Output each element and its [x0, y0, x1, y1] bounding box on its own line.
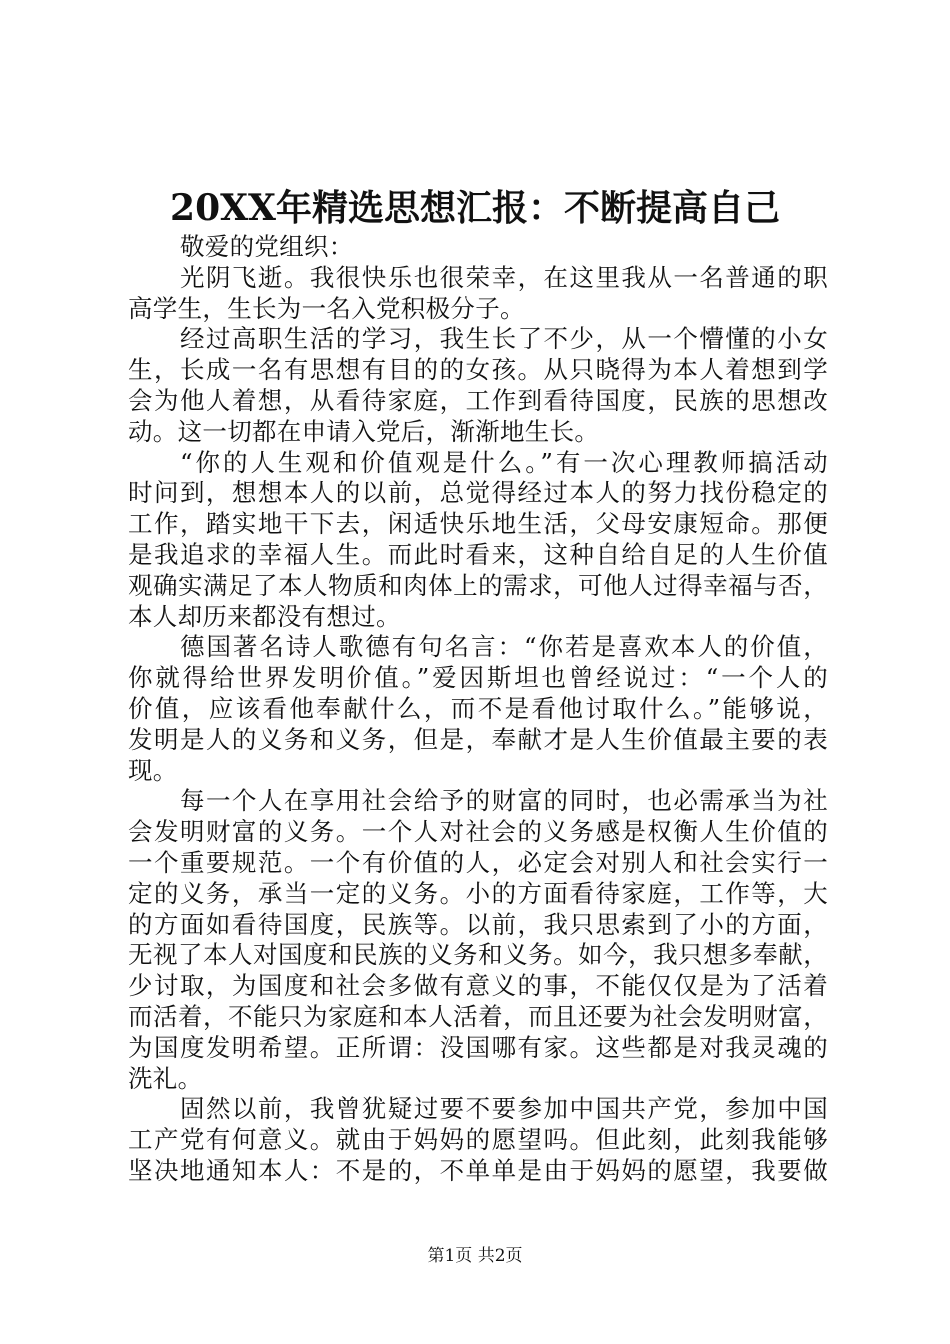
text-line: 无视了本人对国度和民族的义务和义务。如今，我只想多奉献，	[128, 940, 828, 970]
text-line: 价值，应该看他奉献什么，而不是看他讨取什么。”能够说，	[128, 693, 828, 723]
text-line: 敬爱的党组织：	[180, 232, 354, 261]
text-line: 会为他人着想，从看待家庭，工作到看待国度，民族的思想改	[128, 385, 828, 415]
text-line: 经过高职生活的学习，我生长了不少，从一个懵懂的小女	[180, 324, 828, 354]
text-line: 现。	[128, 755, 178, 785]
text-line: 生，长成一名有思想有目的的女孩。从只晓得为本人着想到学	[128, 355, 828, 385]
text-line: 会发明财富的义务。一个人对社会的义务感是权衡人生价值的	[128, 817, 828, 847]
text-line: 是我追求的幸福人生。而此时看来，这种自给自足的人生价值	[128, 539, 828, 569]
text-line: 的方面如看待国度，民族等。以前，我只思索到了小的方面，	[128, 909, 828, 939]
page-title: 20XX年精选思想汇报：不断提高自己	[170, 187, 780, 229]
text-line: 光阴飞逝。我很快乐也很荣幸，在这里我从一名普通的职	[180, 262, 828, 292]
text-line: 每一个人在享用社会给予的财富的同时，也必需承当为社	[180, 786, 828, 816]
text-line: 坚决地通知本人：不是的，不单单是由于妈妈的愿望，我要做	[128, 1155, 828, 1185]
document-body	[128, 232, 828, 1187]
text-line: 洗礼。	[128, 1063, 203, 1093]
text-line: 观确实满足了本人物质和肉体上的需求，可他人过得幸福与否，	[128, 570, 828, 600]
text-line: 少讨取，为国度和社会多做有意义的事，不能仅仅是为了活着	[128, 971, 828, 1001]
text-line: 本人却历来都没有想过。	[128, 601, 401, 631]
text-line: 工产党有何意义。就由于妈妈的愿望吗。但此刻，此刻我能够	[128, 1125, 828, 1155]
text-line: 而活着，不能只为家庭和本人活着，而且还要为社会发明财富，	[128, 1001, 828, 1031]
text-line: “你的人生观和价值观是什么。”有一次心理教师搞活动	[180, 447, 828, 477]
text-line: 工作，踏实地干下去，闲适快乐地生活，父母安康短命。那便	[128, 509, 828, 539]
text-line: 一个重要规范。一个有价值的人，必定会对别人和社会实行一	[128, 847, 828, 877]
text-line: 时问到，想想本人的以前，总觉得经过本人的努力找份稳定的	[128, 478, 828, 508]
page-number-footer: 第1页 共2页	[427, 1246, 523, 1266]
text-line: 固然以前，我曾犹疑过要不要参加中国共产党，参加中国	[180, 1094, 828, 1124]
text-line: 定的义务，承当一定的义务。小的方面看待家庭，工作等，大	[128, 878, 828, 908]
text-line: 你就得给世界发明价值。”爱因斯坦也曾经说过：“一个人的	[128, 663, 828, 693]
text-line: 为国度发明希望。正所谓：没国哪有家。这些都是对我灵魂的	[128, 1032, 828, 1062]
text-line: 动。这一切都在申请入党后，渐渐地生长。	[128, 416, 600, 446]
text-line: 德国著名诗人歌德有句名言：“你若是喜欢本人的价值，	[180, 632, 828, 662]
text-line: 发明是人的义务和义务，但是，奉献才是人生价值最主要的表	[128, 724, 828, 754]
text-line: 高学生，生长为一名入党积极分子。	[128, 293, 525, 323]
